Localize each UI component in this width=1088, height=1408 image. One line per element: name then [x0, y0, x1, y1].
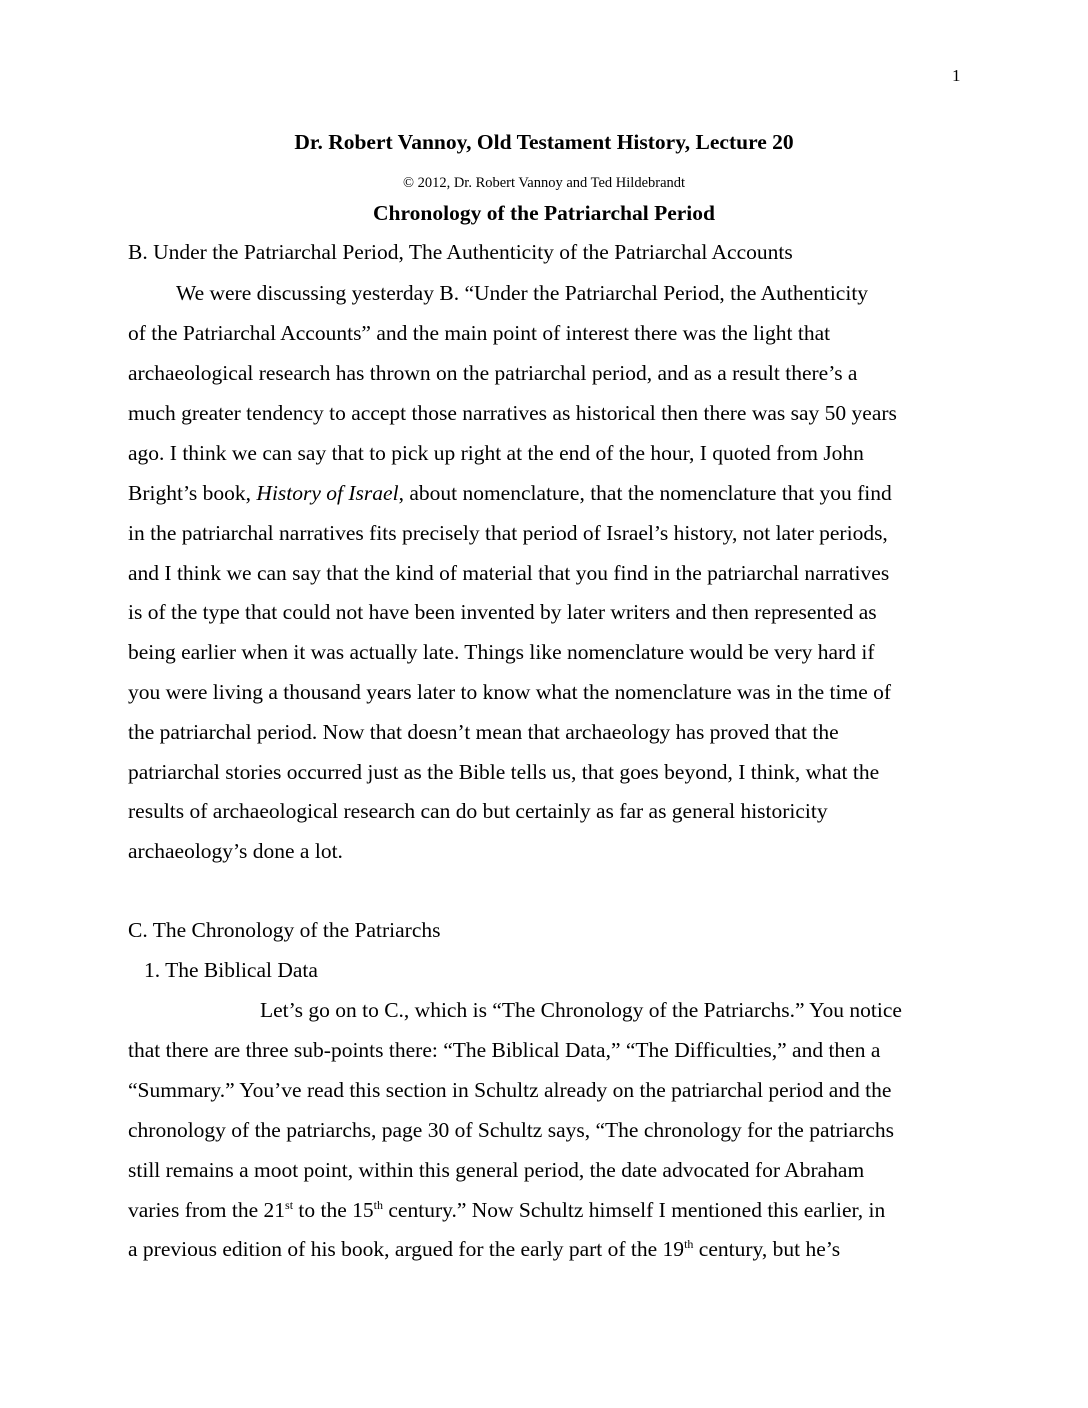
paragraph-line: archaeology’s done a lot. [128, 839, 343, 863]
paragraph-line: We were discussing yesterday B. “Under the Patriarchal Period, the Authenticity [176, 281, 869, 305]
paragraph-line: the patriarchal period. Now that doesn’t mean that archaeology has proved that the [128, 720, 839, 744]
paragraph-line: ago. I think we can say that to pick up right at the end of the hour, I quoted from John [128, 441, 864, 465]
paragraph-line: and I think we can say that the kind of material that you find in the patriarchal narratives [128, 561, 890, 585]
paragraph-line: “Summary.” You’ve read this section in Schultz already on the patriarchal period and the [128, 1078, 892, 1102]
paragraph-line: in the patriarchal narratives fits precisely that period of Israel’s history, not later periods, [128, 521, 888, 545]
subsection-heading-c1: 1. The Biblical Data [144, 958, 318, 982]
text-run: century.” Now Schultz himself I mentioned this earlier, in [383, 1198, 886, 1222]
text-run: Bright’s book, [128, 481, 257, 505]
text-run: century, but he’s [693, 1237, 841, 1261]
paragraph-line: Let’s go on to C., which is “The Chronology of the Patriarchs.” You notice [260, 998, 902, 1022]
paragraph-line: results of archaeological research can do but certainly as far as general historicity [128, 799, 828, 823]
page-number: 1 [952, 66, 961, 85]
paragraph-line: you were living a thousand years later to know what the nomenclature was in the time of [128, 680, 892, 704]
document-title [0, 128, 1088, 156]
document-title-text: Dr. Robert Vannoy, Old Testament History, Lecture 20 [294, 130, 794, 154]
document-subtitle: Chronology of the Patriarchal Period [373, 201, 715, 225]
text-run: to the 15 [293, 1198, 374, 1222]
paragraph-line: patriarchal stories occurred just as the Bible tells us, that goes beyond, I think, what the [128, 760, 880, 784]
paragraph-line: chronology of the patriarchs, page 30 of Schultz says, “The chronology for the patriarchs [128, 1118, 894, 1142]
ordinal-superscript: th [373, 1198, 384, 1212]
paragraph-line [128, 479, 892, 507]
ordinal-superscript: th [684, 1237, 694, 1251]
paragraph-line: still remains a moot point, within this general period, the date advocated for Abraham [128, 1158, 865, 1182]
text-run: , about nomenclature, that the nomenclature that you find [398, 481, 892, 505]
paragraph-line [128, 1235, 840, 1263]
text-run: varies from the 21 [128, 1198, 286, 1222]
paragraph-line [128, 1196, 885, 1224]
ordinal-superscript: st [285, 1198, 294, 1212]
section-heading-b: B. Under the Patriarchal Period, The Authenticity of the Patriarchal Accounts [128, 240, 793, 264]
paragraph-line: much greater tendency to accept those narratives as historical then there was say 50 years [128, 401, 897, 425]
paragraph-line: is of the type that could not have been invented by later writers and then represented as [128, 600, 877, 624]
text-run: a previous edition of his book, argued for the early part of the 19 [128, 1237, 685, 1261]
section-heading-c: C. The Chronology of the Patriarchs [128, 918, 441, 942]
paragraph-line: archaeological research has thrown on the patriarchal period, and as a result there’s a [128, 361, 858, 385]
paragraph-line: being earlier when it was actually late. Things like nomenclature would be very hard if [128, 640, 875, 664]
copyright-notice: © 2012, Dr. Robert Vannoy and Ted Hildebrandt [402, 175, 686, 191]
paragraph-line: of the Patriarchal Accounts” and the main point of interest there was the light that [128, 321, 831, 345]
book-title-italic: History of Israel [256, 481, 399, 505]
paragraph-line: that there are three sub-points there: “The Biblical Data,” “The Difficulties,” and then a [128, 1038, 881, 1062]
